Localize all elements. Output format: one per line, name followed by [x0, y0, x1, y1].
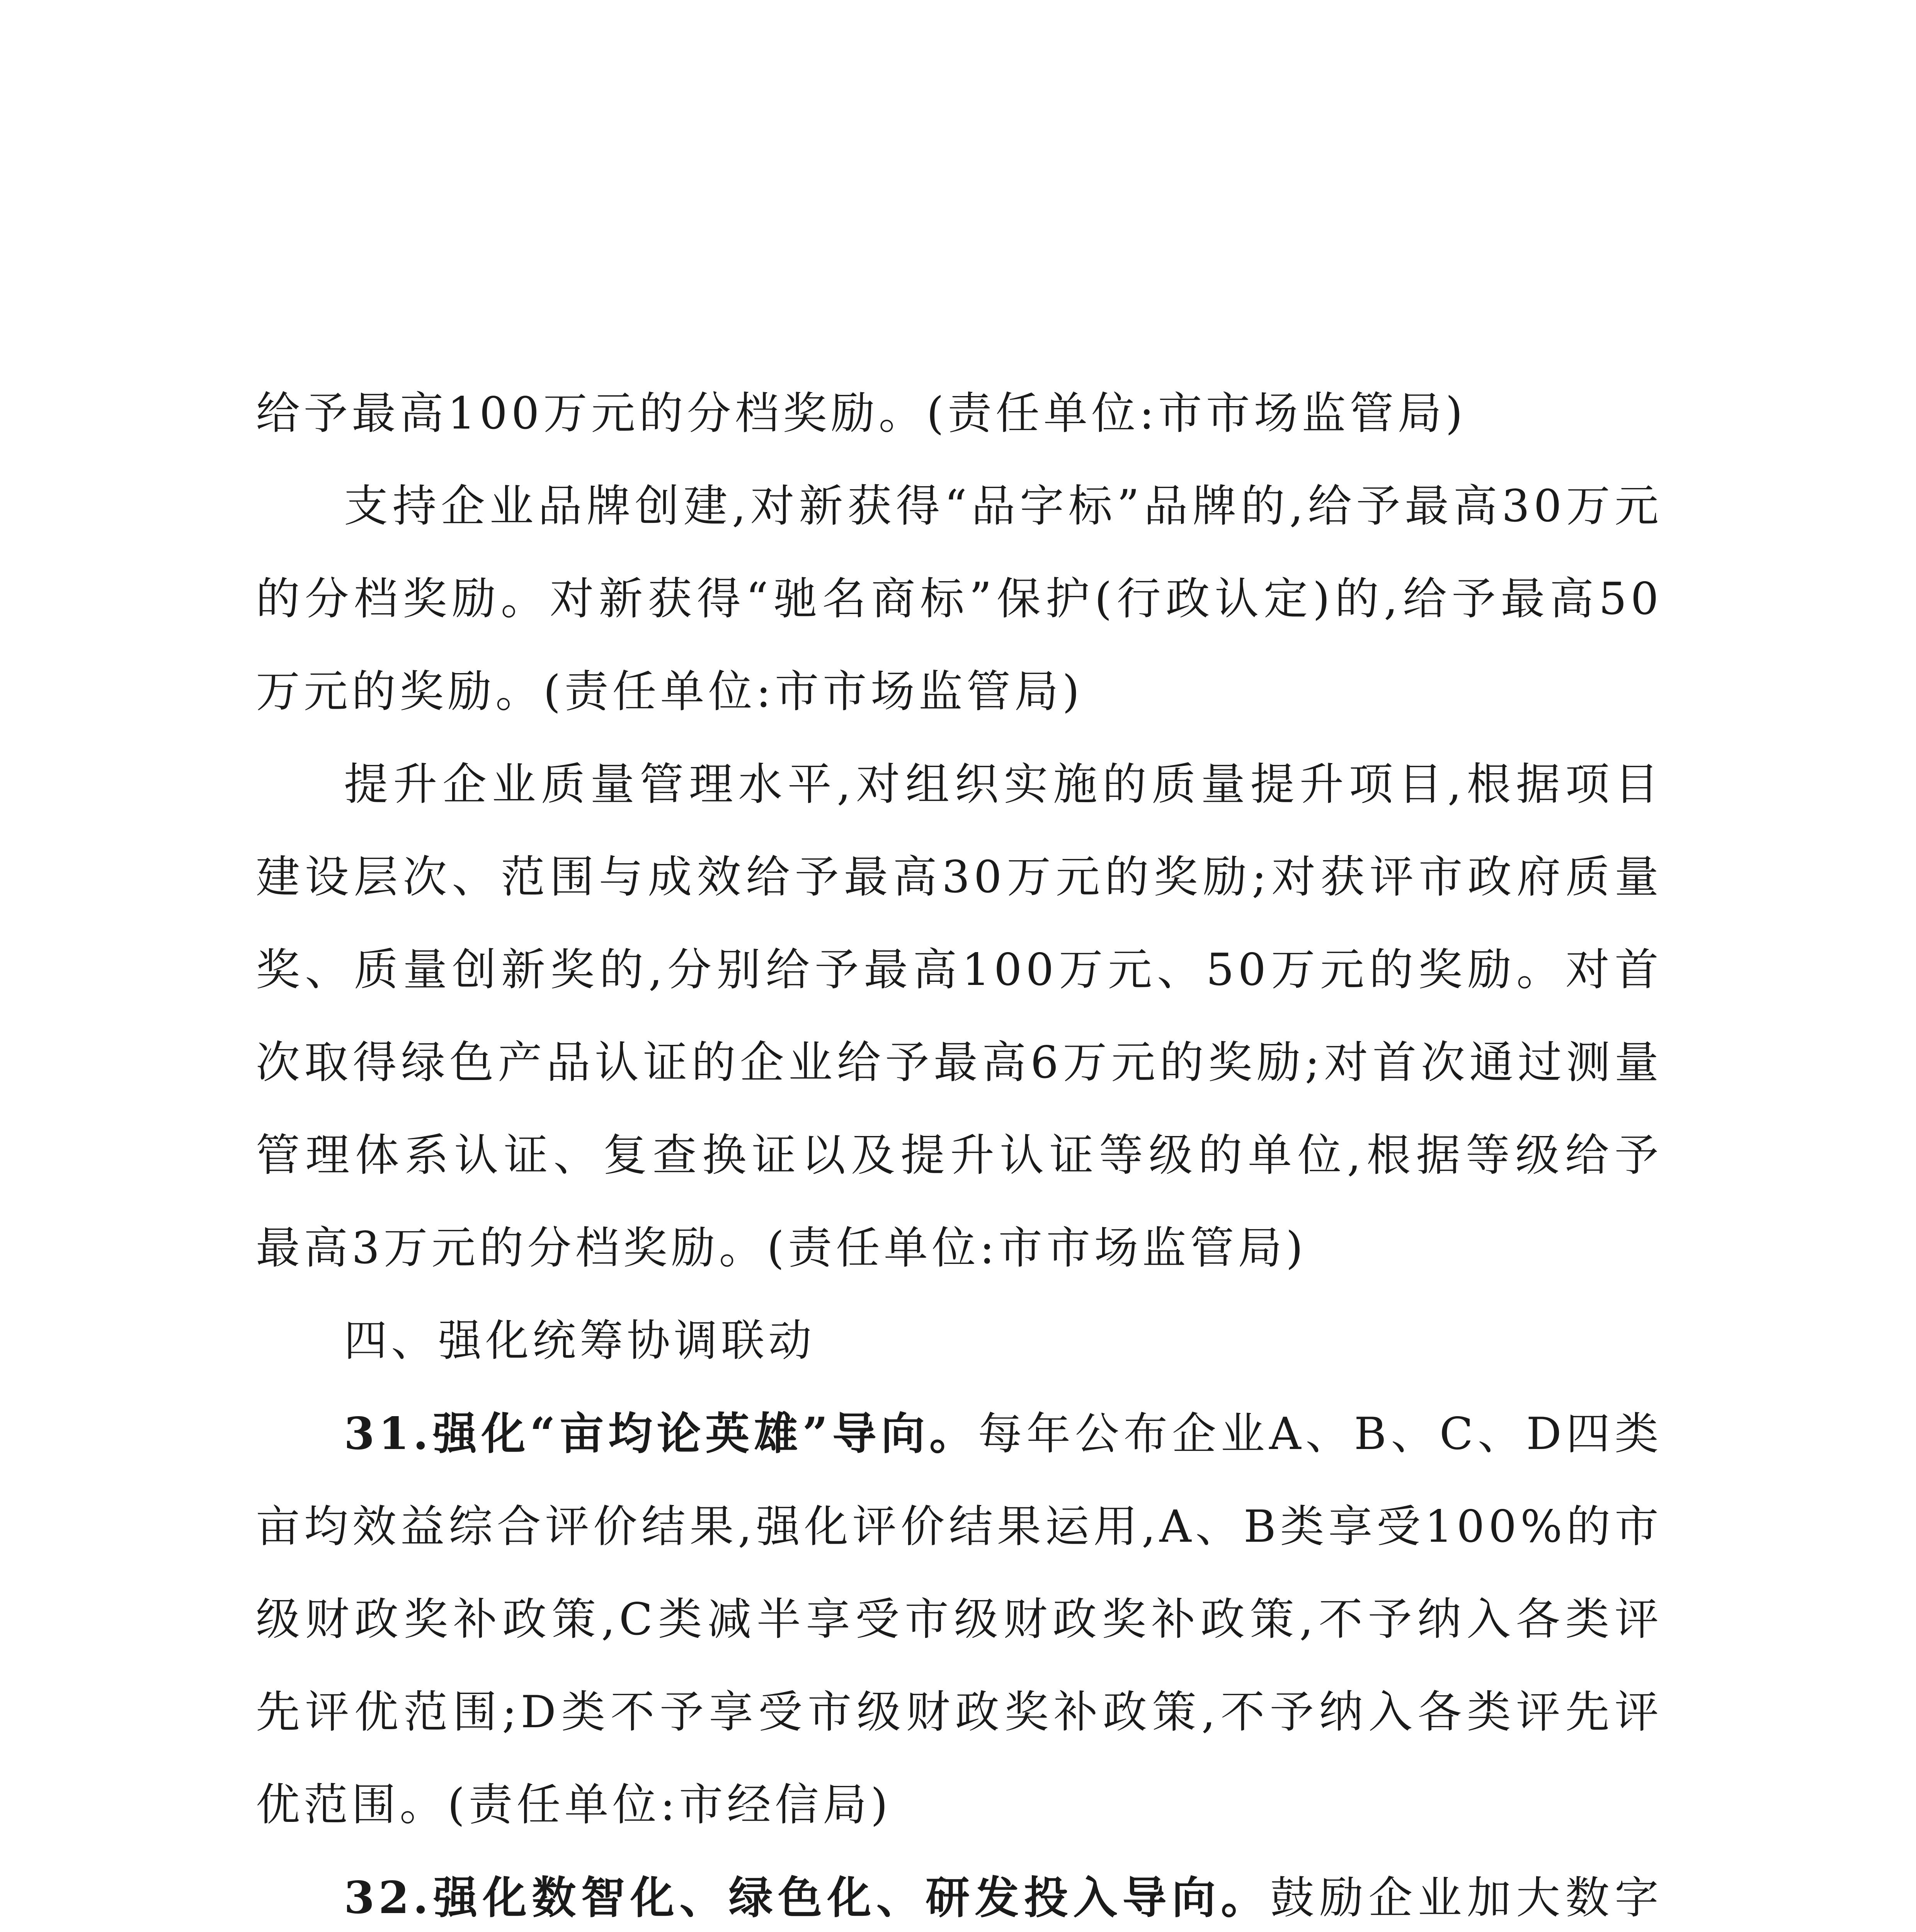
document-body: [256, 367, 1662, 1932]
paragraph-text: 给予最高100万元的分档奖励。(责任单位:市市场监管局): [256, 388, 1467, 439]
paragraph-text: 提升企业质量管理水平,对组织实施的质量提升项目,根据项目建设层次、范围与成效给予最高30万元的奖励;对获评市政府质量奖、质量创新奖的,分别给予最高100万元、50万元的奖励。对首次取得绿色产品认证的企业给予最高6万元的奖励;对首次通过测量管理体系认证、复查换证以及提升认证等级的单位,根据等级给予最高3万元的分档奖励。(责任单位:市市场监管局): [256, 759, 1662, 1274]
paragraph-continuation: [256, 367, 1662, 460]
paragraph-quality-management: [256, 738, 1662, 1294]
paragraph-text: 支持企业品牌创建,对新获得“品字标”品牌的,给予最高30万元的分档奖励。对新获得“驰名商标”保护(行政认定)的,给予最高50万元的奖励。(责任单位:市市场监管局): [256, 480, 1662, 717]
item-31: [256, 1387, 1662, 1851]
item-31-text: 每年公布企业A、B、C、D四类亩均效益综合评价结果,强化评价结果运用,A、B类享受100%的市级财政奖补政策,C类减半享受市级财政奖补政策,不予纳入各类评先评优范围;D类不予享受市级财政奖补政策,不予纳入各类评先评优范围。(责任单位:市经信局): [256, 1408, 1662, 1830]
item-32-title: 32.强化数智化、绿色化、研发投入导向。: [344, 1872, 1270, 1923]
paragraph-brand-building: [256, 460, 1662, 738]
item-32: [256, 1851, 1662, 1932]
item-32-text: 鼓励企业加大数字: [1270, 1872, 1662, 1923]
section-heading: 四、强化统筹协调联动: [344, 1316, 815, 1366]
item-31-title: 31.强化“亩均论英雄”导向。: [344, 1408, 978, 1459]
